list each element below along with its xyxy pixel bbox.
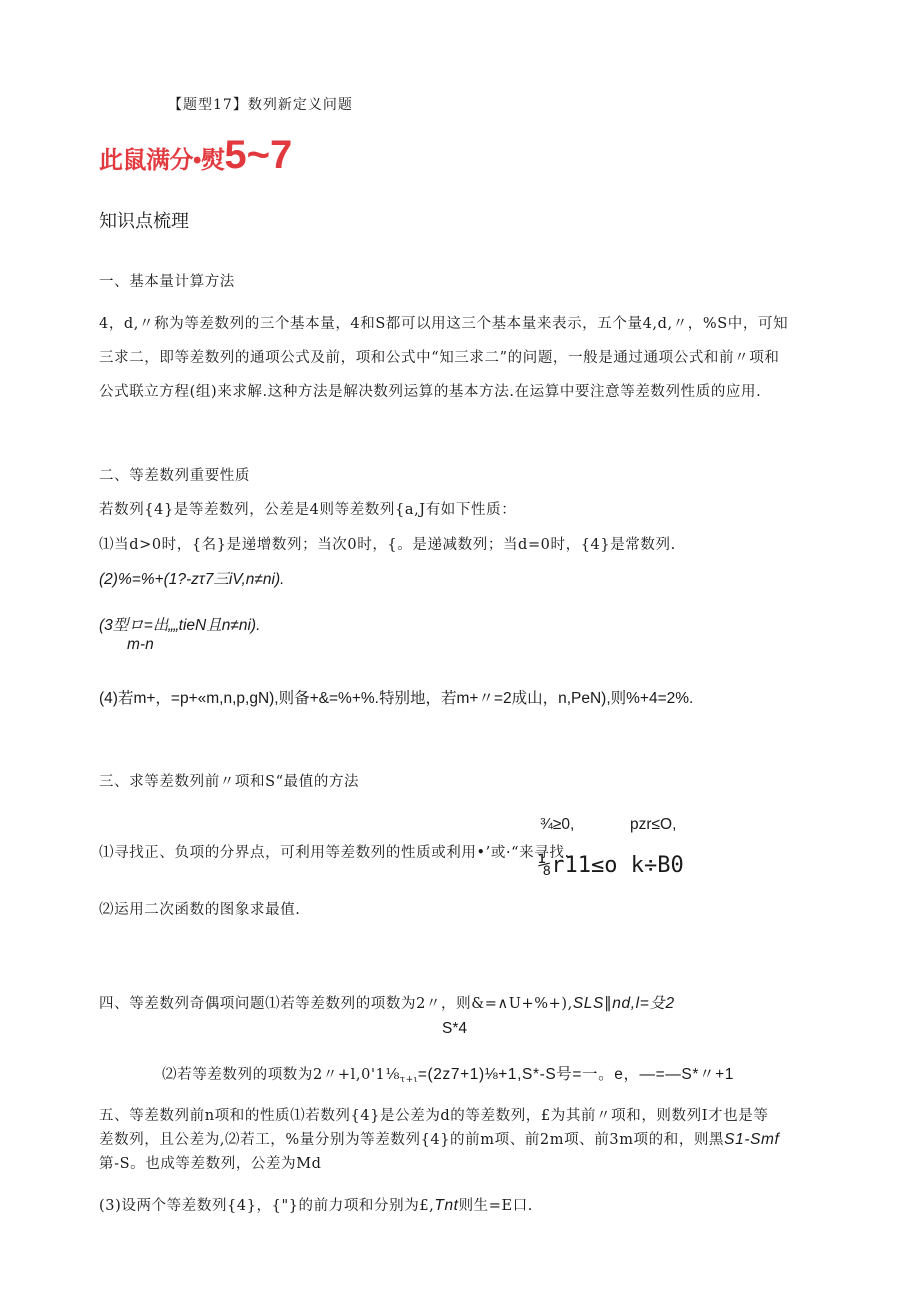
s3-formula-top-left: ¾≥0, — [540, 816, 575, 833]
red-heading — [99, 133, 292, 178]
s4-line-2-subscript: τ+ι — [400, 1075, 418, 1085]
s3-formula-bottom: ⅛r11≤o k÷B0 — [538, 853, 684, 878]
s3-title: 三、求等差数列前〃项和S“最值的方法 — [99, 774, 360, 790]
s5-line-2 — [99, 1128, 779, 1149]
s4-fraction-denominator: S*4 — [442, 1020, 467, 1037]
s3-formula-top-right: pzr≤O, — [630, 816, 677, 833]
s4-line-2 — [162, 1062, 734, 1085]
s5-line-2-text: 差数列，且公差为,⑵若工，%量分别为等差数列{4}的前m项、前2m项、前3m项的和，则黑 — [99, 1132, 725, 1148]
s5-line-1: 五、等差数列前n项和的性质⑴若数列{4}是公差为d的等差数列，£为其前〃项和，则数列I才也是等 — [99, 1108, 769, 1124]
s2-property-3: (3型ロ=出„„tieN且n≠ni). — [99, 617, 261, 634]
s4-line-2-text: ⑵若等差数列的项数为2〃+l,0'1⅛ — [162, 1067, 401, 1083]
s1-title: 一、基本量计算方法 — [99, 274, 235, 290]
s3-method-1: ⑴寻找正、负项的分界点，可利用等差数列的性质或利用•’或·“来寻找. — [99, 845, 570, 861]
red-heading-prefix: 此鼠满分•熨 — [99, 147, 225, 174]
s5-line-3: 第-S。也成等差数列，公差为Md — [99, 1156, 322, 1172]
s5-line-2-formula: S1-Smf — [724, 1131, 780, 1148]
s4-line-2-formula: =(2z7+1)⅛+1,S*-S号=一。e，—=—S*〃+1 — [417, 1066, 734, 1083]
s2-intro: 若数列{4}是等差数列，公差是4则等差数列{a,J有如下性质： — [99, 502, 517, 518]
s2-property-3-denominator: m-n — [127, 636, 154, 653]
s4-line-1 — [99, 991, 675, 1013]
s5-line-4 — [99, 1194, 533, 1215]
s5-line-4-end: 则生=E口. — [458, 1198, 534, 1214]
s4-line-1-text: 四、等差数列奇偶项问题⑴若等差数列的项数为2〃，则&=∧U+%+), — [99, 996, 573, 1012]
s2-property-4: (4)若m+，=p+«m,n,p,gN),则备+&=%+%.特别地，若m+〃=2成山，n,PeN),则%+4=2%. — [99, 690, 694, 707]
s1-line-1: 4，d,〃称为等差数列的三个基本量，4和S都可以用这三个基本量来表示，五个量4,d,〃，%S中，可知 — [99, 316, 789, 332]
s2-title: 二、等差数列重要性质 — [99, 468, 250, 484]
s4-line-1-formula: SLS∥nd,l=殳2 — [572, 995, 675, 1012]
section-heading: 知识点梳理 — [99, 211, 189, 232]
s1-line-2: 三求二，即等差数列的通项公式及前，项和公式中“知三求二”的问题，一般是通过通项公式和前〃项和 — [99, 350, 780, 366]
s3-method-2: ⑵运用二次函数的图象求最值. — [99, 902, 301, 918]
topic-tag: 【题型17】数列新定义问题 — [168, 97, 353, 113]
red-heading-number: 5~7 — [224, 133, 293, 177]
s1-line-3: 公式联立方程(组)来求解.这种方法是解决数列运算的基本方法.在运算中要注意等差数列性质的应用. — [99, 384, 762, 400]
s5-line-4-formula: Tnt — [434, 1197, 459, 1214]
s2-property-1: ⑴当d>0时，{名}是递增数列；当次0时，{。是递减数列；当d=0时，{4}是常数列. — [99, 537, 676, 553]
s2-property-2: (2)%=%+(1?-zτ7三iV,n≠ni). — [99, 571, 285, 588]
s5-line-4-text: (3)设两个等差数列{4}，{"}的前力项和分别为£, — [99, 1198, 435, 1214]
